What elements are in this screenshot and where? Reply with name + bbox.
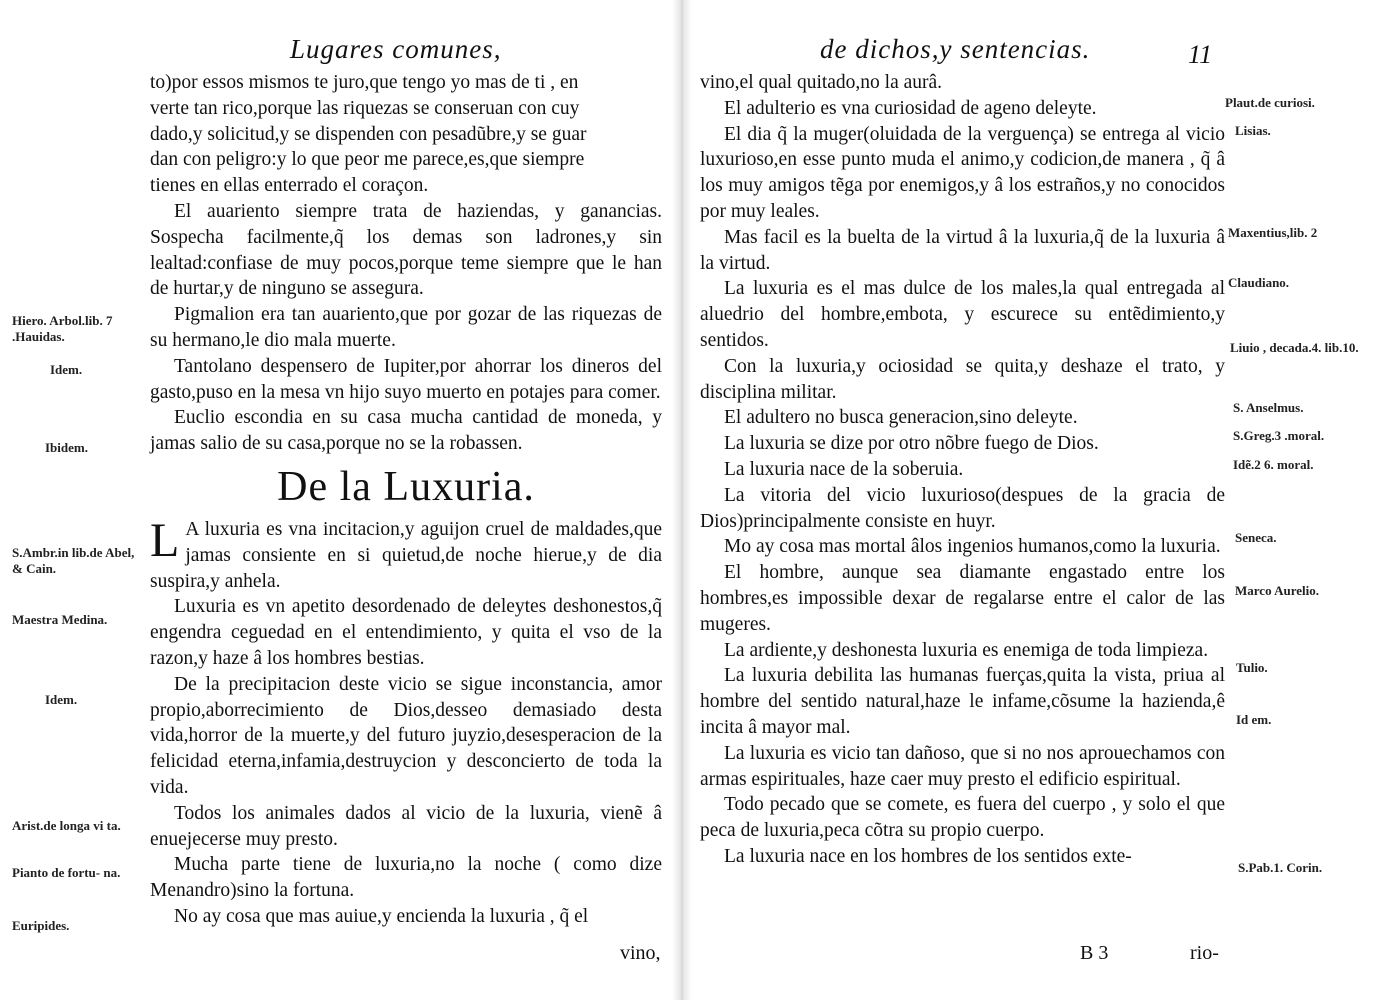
left-page-text <box>150 70 662 930</box>
margin-note: S.Pab.1. Corin. <box>1238 860 1323 875</box>
signature-mark: B 3 <box>1080 942 1109 964</box>
left-catchword: vino, <box>620 942 661 964</box>
paragraph: La luxuria se dize por otro nõbre fuego de Dios. <box>724 433 1099 455</box>
margin-note: S.Ambr.in lib.de Abel, & Cain. <box>12 545 135 576</box>
paragraph: Tantolano despensero de Iupiter,por ahorrar los dineros del gasto,puso en la mesa vn hijo suyo muerto en potajes para comer. <box>150 355 662 403</box>
paragraph: La vitoria del vicio luxurioso(despues de la gracia de Dios)principalmente consiste en huyr. <box>700 484 1225 532</box>
paragraph: El hombre, aunque sea diamante engastado entre los hombres,es impossible dexar de regalarse entre el calor de las mugeres. <box>700 562 1225 635</box>
paragraph: La luxuria es vicio tan dañoso, que si no nos aprouechamos con armas espirituales, haze caer muy presto el edificio espiritual. <box>700 742 1225 790</box>
margin-note: Pianto de fortu- na. <box>12 865 121 880</box>
margin-note: S. Anselmus. <box>1233 400 1304 415</box>
paragraph: La ardiente,y deshonesta luxuria es enemiga de toda limpieza. <box>724 639 1209 661</box>
paragraph: Luxuria es vn apetito desordenado de deleytes deshonestos,q̃ engendra ceguedad en el entendimiento, y quita el vso de la razon,y haze â los hombres bestias. <box>150 596 662 669</box>
paragraph: No ay cosa que mas auiue,y encienda la luxuria , q̃ el <box>174 905 589 927</box>
margin-note: Plaut.de curiosi. <box>1225 95 1315 110</box>
text-line: dan con peligro:y lo que peor me parece,es,que siempre <box>150 149 585 171</box>
paragraph: El auariento siempre trata de haziendas, y ganancias. Sospecha facilmente,q̃ los demas son ladrones,y sin lealtad:confiase de muy pocos,porque teme siempre que le han de hurtar,y de ninguno se assegura. <box>150 200 662 300</box>
paragraph: Todos los animales dados al vicio de la luxuria, vienẽ â enuejecerse muy presto. <box>150 802 662 850</box>
margin-note: S.Greg.3 .moral. <box>1233 428 1325 443</box>
text-line: dado,y solicitud,y se dispenden con pesadũbre,y se guar <box>150 123 587 145</box>
margin-note: Euripides. <box>12 918 70 933</box>
paragraph: Mo ay cosa mas mortal âlos ingenios humanos,como la luxuria. <box>724 536 1221 558</box>
paragraph <box>150 513 662 594</box>
margin-note: Ibidem. <box>45 440 88 455</box>
margin-note: Idem. <box>50 362 83 377</box>
paragraph-text: A luxuria es vna incitacion,y aguijon cruel de maldades,que jamas consiente en si quietud,de noche hierue,y de dia suspira,y anhela. <box>150 518 662 592</box>
margin-note: Maxentius,lib. 2 <box>1228 225 1318 240</box>
paragraph: La luxuria nace en los hombres de los sentidos exte- <box>724 845 1132 867</box>
paragraph: El adultero no busca generacion,sino deleyte. <box>724 407 1078 429</box>
margin-note: Marco Aurelio. <box>1235 583 1320 598</box>
paragraph: Euclio escondia en su casa mucha cantidad de moneda, y jamas salio de su casa,porque no se la robassen. <box>150 407 662 455</box>
paragraph: El dia q̃ la muger(oluidada de la verguença) se entrega al vicio luxurioso,en esse punto muda el animo,y codicion,de manera , q̃ â los muy amigos tẽga por enemigos,y â los estraños,y no conocidos por muy leales. <box>700 123 1225 222</box>
paragraph: El adulterio es vna curiosidad de ageno deleyte. <box>724 97 1097 119</box>
drop-cap: L <box>150 513 180 567</box>
paragraph: Todo pecado que se comete, es fuera del cuerpo , y solo el que peca de luxuria,peca cõtra su propio cuerpo. <box>700 794 1225 842</box>
text-line: vino,el qual quitado,no la aurâ. <box>700 72 943 93</box>
margin-note: Idem. <box>45 692 78 707</box>
margin-note: Maestra Medina. <box>12 612 108 627</box>
text-line: verte tan rico,porque las riquezas se conseruan con cuy <box>150 97 580 119</box>
paragraph: La luxuria nace de la soberuia. <box>724 458 964 480</box>
margin-note: Idẽ.2 6. moral. <box>1233 457 1314 472</box>
margin-note: Lisias. <box>1235 123 1271 138</box>
margin-note: Hiero. Arbol.lib. 7 .Hauidas. <box>12 313 113 344</box>
left-page-header: Lugares comunes, <box>290 34 502 64</box>
margin-note: Liuio , decada.4. lib.10. <box>1230 340 1359 355</box>
right-page-text <box>700 70 1225 870</box>
right-catchword: rio- <box>1190 942 1219 964</box>
book-gutter <box>672 0 692 1000</box>
margin-note: Arist.de longa vi ta. <box>12 818 121 833</box>
margin-note: Id em. <box>1236 712 1272 727</box>
margin-note: Tulio. <box>1236 660 1268 675</box>
paragraph: Mucha parte tiene de luxuria,no la noche ( como dize Menandro)sino la fortuna. <box>150 854 662 902</box>
margin-note: Claudiano. <box>1228 275 1290 290</box>
right-page-header: de dichos,y sentencias. <box>820 34 1091 64</box>
margin-note: Seneca. <box>1235 530 1277 545</box>
paragraph: La luxuria es el mas dulce de los males,la qual entregada al aluedrio del hombre,embota, y escurece su entẽdimiento,y sentidos. <box>700 278 1225 351</box>
text-line: to)por essos mismos te juro,que tengo yo mas de ti , en <box>150 72 579 93</box>
text-line: tienes en ellas enterrado el coraçon. <box>150 175 429 197</box>
page-number: 11 <box>1188 40 1213 69</box>
section-title: De la Luxuria. <box>277 463 535 510</box>
paragraph: Con la luxuria,y ociosidad se quita,y deshaze el trato, y disciplina militar. <box>700 355 1225 403</box>
paragraph: Pigmalion era tan auariento,que por gozar de las riquezas de su hermano,le dio mala muerte. <box>150 304 662 351</box>
paragraph: Mas facil es la buelta de la virtud â la luxuria,q̃ de la luxuria â la virtud. <box>700 226 1225 274</box>
paragraph: La luxuria debilita las humanas fuerças,quita la vista, priua al hombre del sentido natural,haze le infame,cõsume la hazienda,ê incita â mayor mal. <box>700 665 1225 738</box>
paragraph: De la precipitacion deste vicio se sigue inconstancia, amor propio,aborrecimiento de Dios,desseo demasiado desta vida,horror de la muerte,y del futuro juyzio,desesperacion de la felicidad eterna,infamia,destruycion y desconcierto de toda la vida. <box>150 673 662 798</box>
